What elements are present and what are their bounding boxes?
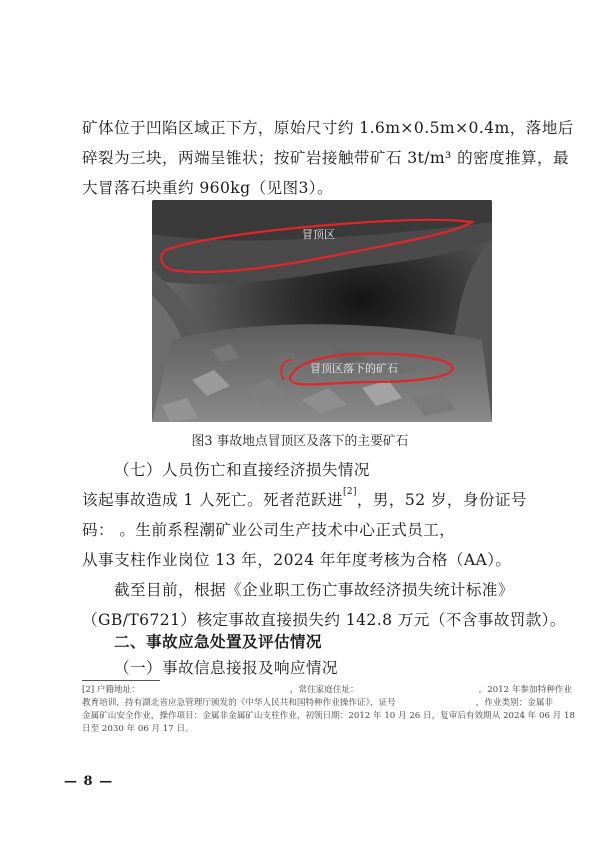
casualty-text-b: ，男，52 岁，身份证号 — [356, 491, 527, 509]
footnote-line-2 — [82, 697, 554, 710]
loss-line-1: 截至目前，根据《企业职工伤亡事故经济损失统计标准》 — [114, 581, 514, 599]
footnote-line-4: 日至 2030 年 06 月 17 日。 — [82, 724, 194, 734]
label-fallen-ore: 冒顶区落下的矿石 — [310, 362, 398, 375]
redacted-block — [359, 685, 479, 694]
casualty-line-1 — [82, 488, 527, 510]
body-line-1: 矿体位于凹陷区域正下方，原始尺寸约 1.6m×0.5m×0.4m，落地后 — [82, 119, 574, 137]
body-line-3: 大冒落石块重约 960kg（见图3）。 — [82, 179, 333, 197]
casualty-line-2: 码： 。生前系程潮矿业公司生产技术中心正式员工， — [82, 521, 456, 539]
casualty-text-a: 该起事故造成 1 人死亡。死者范跃进 — [82, 491, 343, 509]
body-line-2: 碎裂为三块，两端呈锥状；按矿岩接触带矿石 3t/m³ 的密度推算，最 — [82, 149, 570, 167]
loss-line-2: （GB/T6721）核定事故直接损失约 142.8 万元（不含事故罚款）。 — [82, 611, 566, 629]
footnote-divider — [82, 680, 160, 681]
section-heading-casualties: （七）人员伤亡和直接经济损失情况 — [114, 461, 370, 479]
label-cave-in: 冒顶区 — [302, 228, 335, 241]
footnote-text-1c: 。2012 年参加特种作业 — [478, 685, 572, 695]
footnote-text-1b: ，常住家庭住址： — [289, 685, 359, 695]
footnote-line-1 — [82, 684, 572, 697]
page-number: — 8 — — [64, 774, 114, 789]
figure-caption: 图3 事故地点冒顶区及落下的主要矿石 — [191, 434, 409, 449]
sub-heading-report: （一）事故信息接报及响应情况 — [114, 659, 338, 677]
footnote-line-3: 金属矿山安全作业，操作项目：金属非金属矿山支柱作业，初领日期：2012 年 10 月 26 日，复审后有效期从 2024 年 06 月 18 — [82, 711, 575, 721]
redacted-block — [396, 698, 476, 707]
section-heading-emergency: 二、事故应急处置及评估情况 — [114, 632, 322, 651]
footnote-text-1a: [2] 户籍地址： — [82, 685, 140, 695]
footnote-text-2a: 教育培训，持有湖北省应急管理厅颁发的《中华人民共和国特种作业操作证》，证号 — [82, 698, 396, 708]
footnote-text-2b: ，作业类别：金属非 — [475, 698, 554, 708]
redacted-block — [140, 685, 290, 694]
casualty-line-3: 从事支柱作业岗位 13 年，2024 年年度考核为合格（AA）。 — [82, 551, 512, 569]
footnote-ref[interactable]: [2] — [342, 487, 357, 497]
photo-svg — [152, 200, 492, 422]
accident-site-photo — [152, 200, 492, 422]
